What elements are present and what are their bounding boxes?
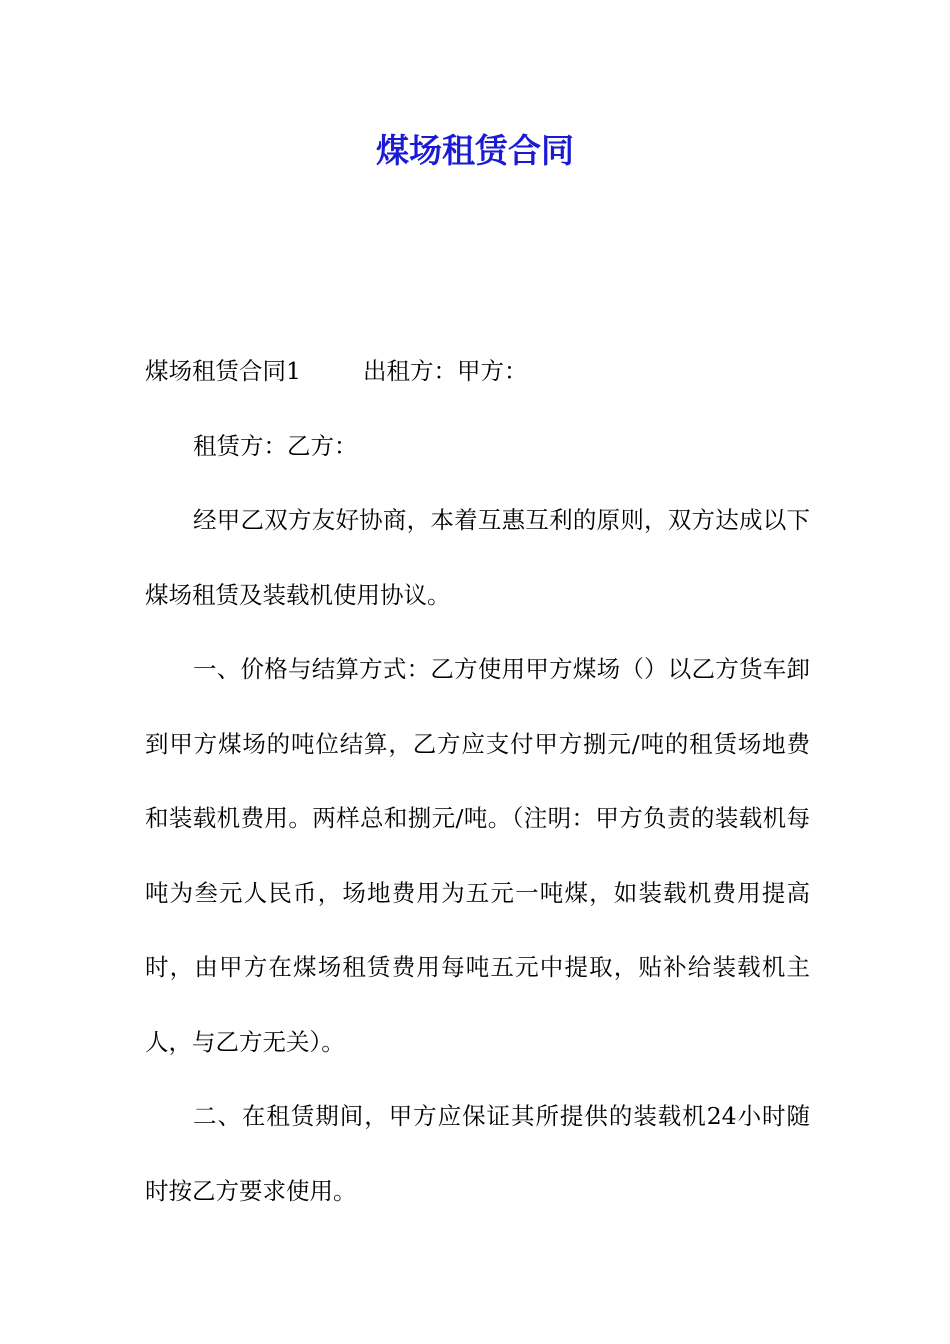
document-title: 煤场租赁合同 [376,131,574,170]
paragraph-loader-availability: 二、在租赁期间，甲方应保证其所提供的装载机24小时随时按乙方要求使用。 [145,1102,810,1205]
intro-lessor: 出租方：甲方： [362,357,528,385]
document-body [145,334,810,1228]
paragraph-agreement: 经甲乙双方友好协商，本着互惠互利的原则，双方达成以下煤场租赁及装载机使用协议。 [145,506,810,609]
lessee-line: 租赁方：乙方： [193,431,358,460]
paragraph-price-settlement: 一、价格与结算方式：乙方使用甲方煤场（）以乙方货车卸到甲方煤场的吨位结算，乙方应支付甲方捌元/吨的租赁场地费和装载机费用。两样总和捌元/吨。（注明：甲方负责的装载机每吨为叁元人民币，场地费用为五元一吨煤，如装载机费用提高时，由甲方在煤场租赁费用每吨五元中提取，贴补给装载机主人，与乙方无关）。 [145,655,810,1056]
intro-label: 煤场租赁合同1 [145,357,301,385]
intro-line [145,334,810,409]
